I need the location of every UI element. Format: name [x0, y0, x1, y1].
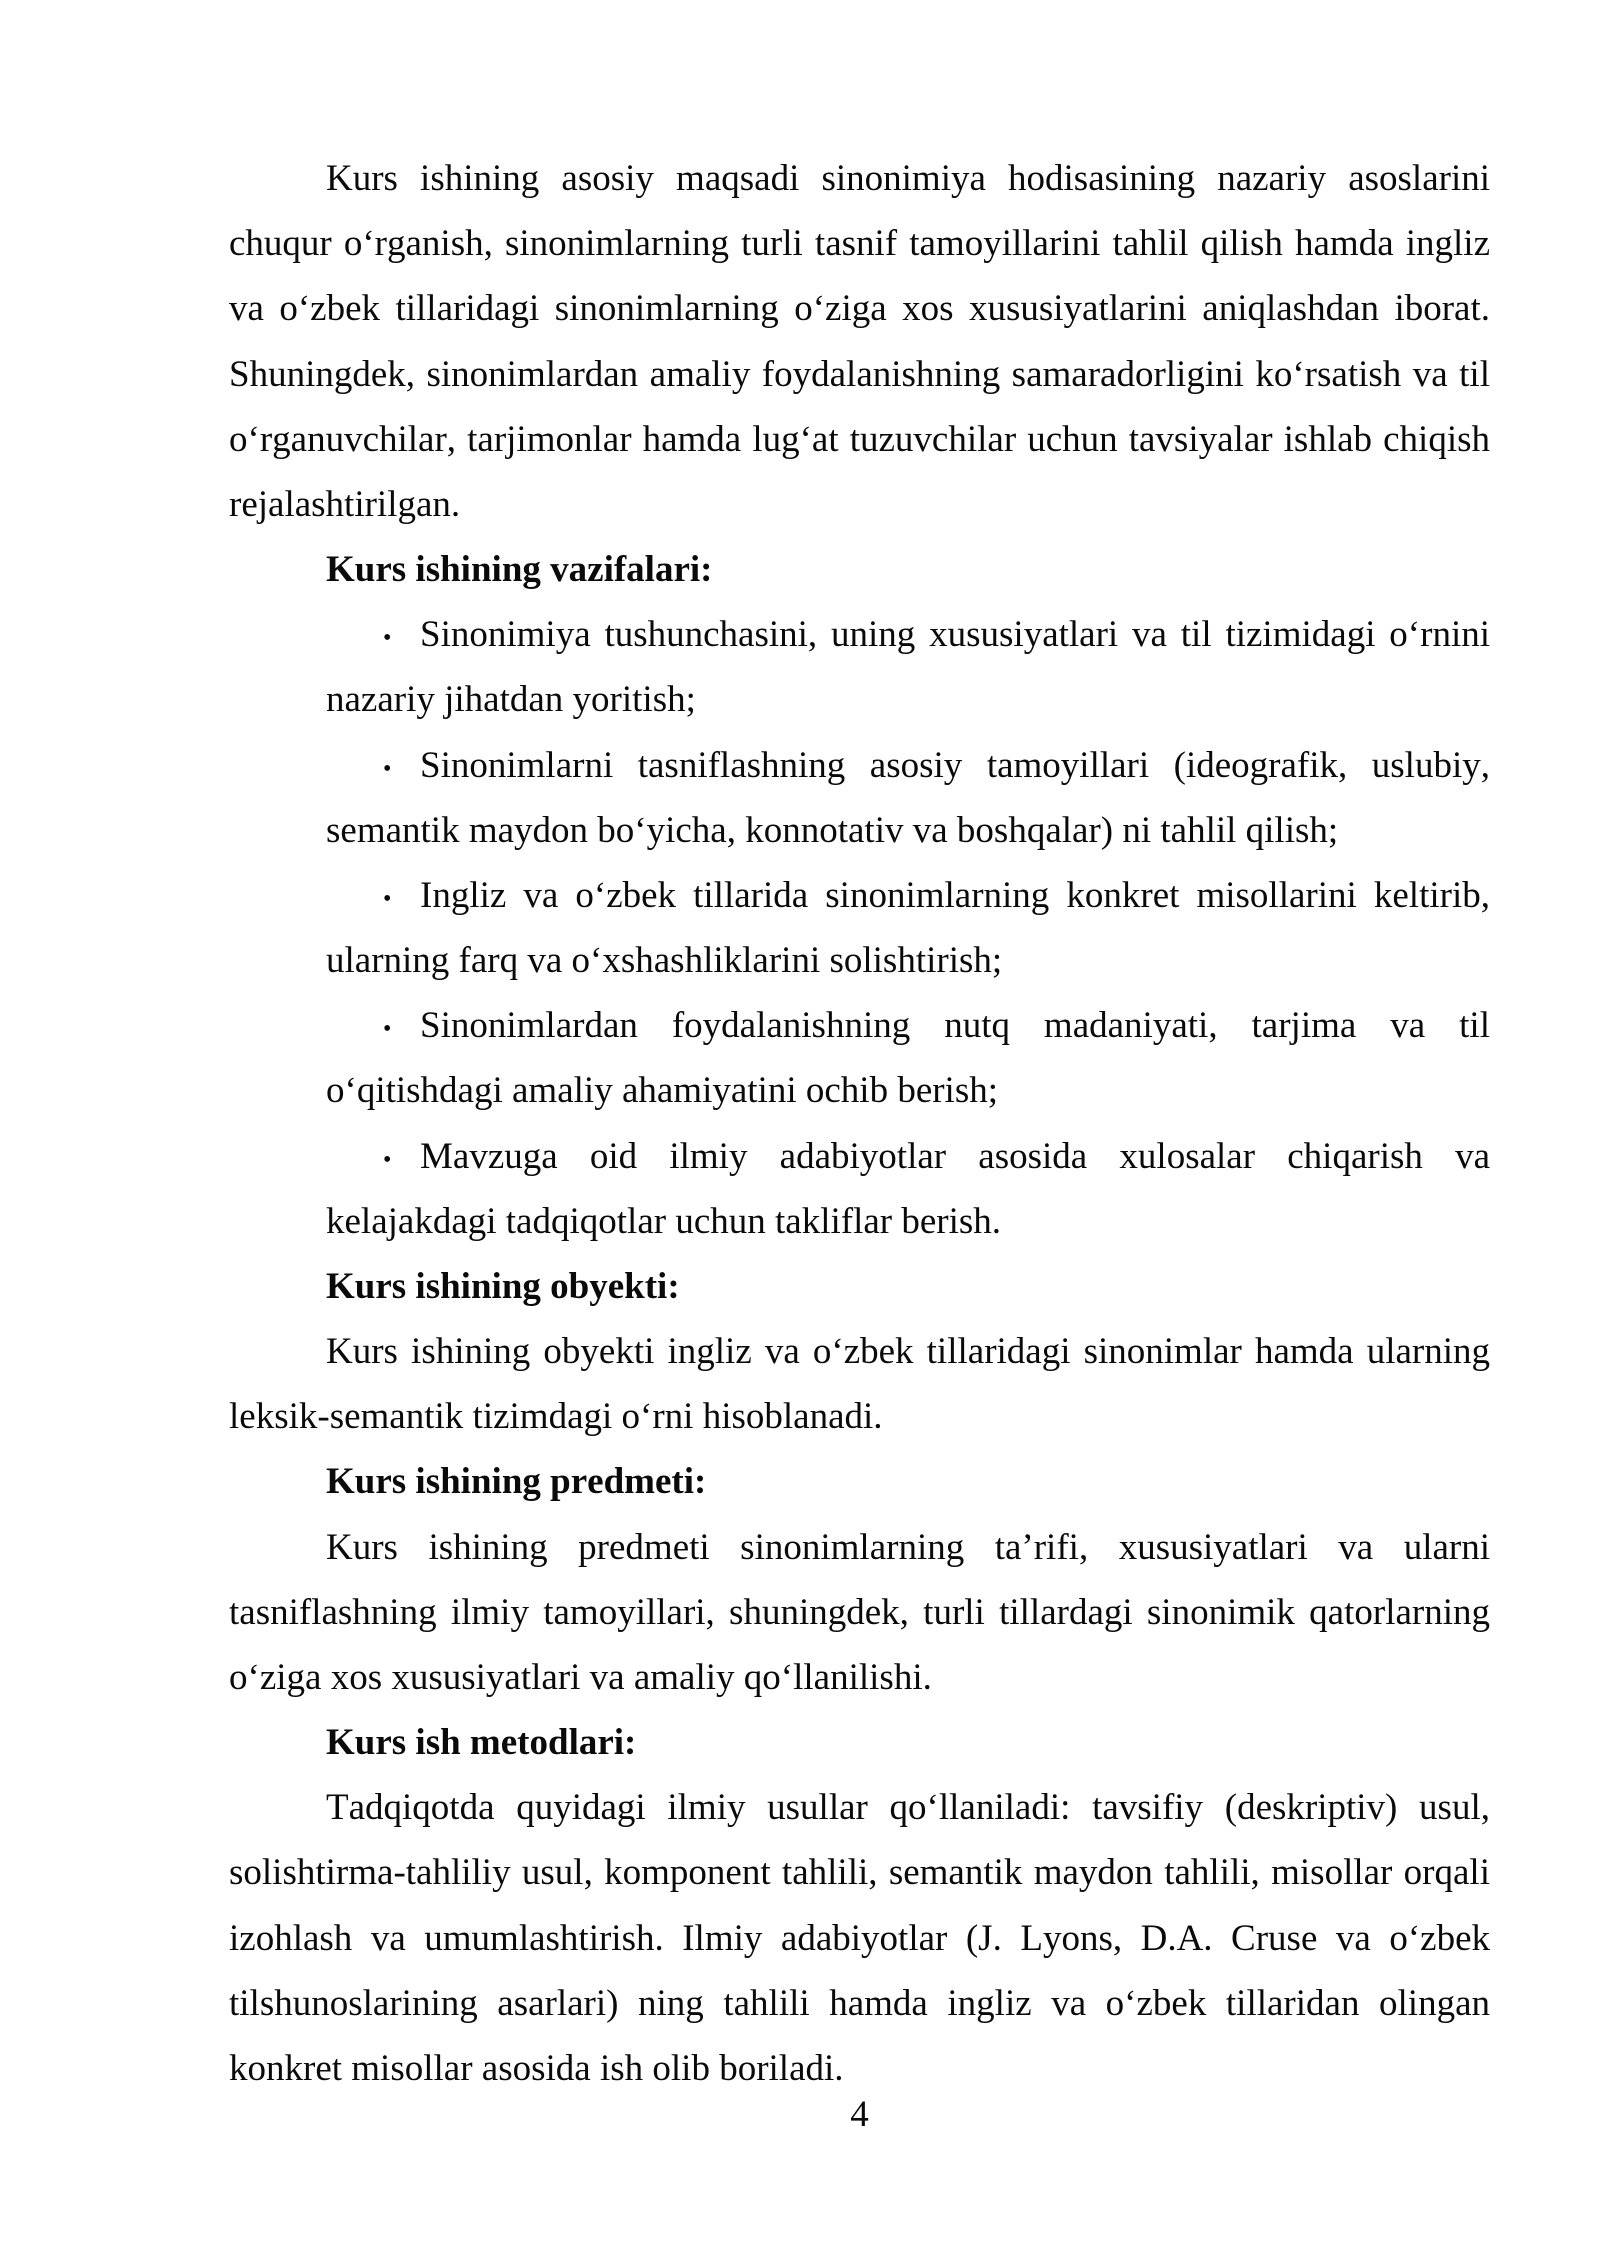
list-item-line — [229, 1124, 1490, 1189]
list-item — [229, 602, 1490, 732]
list-item-line: o‘qitishdagi amaliy ahamiyatini ochib berish; — [326, 1070, 999, 1112]
paragraph-line: Kurs ishining predmeti sinonimlarning ta’rifi, xususiyatlari va ularni — [326, 1526, 1490, 1568]
list-item-line — [229, 602, 1490, 667]
list-item-text: Mavzuga oid ilmiy adabiyotlar asosida xulosalar chiqarish va — [420, 1135, 1490, 1177]
tasks-list — [229, 602, 1490, 1254]
list-item — [229, 733, 1490, 863]
bullet-marker: • — [383, 1146, 392, 1173]
list-item-line: semantik maydon bo‘yicha, konnotativ va boshqalar) ni tahlil qilish; — [326, 809, 1339, 851]
page-body — [229, 146, 1490, 2101]
bullet-marker: • — [383, 755, 392, 782]
object-section — [229, 1254, 1490, 1450]
list-item — [229, 993, 1490, 1123]
section-heading-object: Kurs ishining obyekti: — [326, 1265, 680, 1307]
list-item-line: kelajakdagi tadqiqotlar uchun takliflar berish. — [326, 1200, 1002, 1242]
paragraph-line: izohlash va umumlashtirish. Ilmiy adabiyotlar (J. Lyons, D.A. Cruse va o‘zbek — [229, 1917, 1490, 1959]
methods-section — [229, 1710, 1490, 2101]
list-item-line — [229, 863, 1490, 928]
list-item-line — [229, 733, 1490, 798]
paragraph-line: tilshunoslarining asarlari) ning tahlili hamda ingliz va o‘zbek tillaridan olingan — [229, 1982, 1490, 2024]
paragraph-line: o‘rganuvchilar, tarjimonlar hamda lug‘at tuzuvchilar uchun tavsiyalar ishlab chiqish — [229, 418, 1490, 460]
intro-paragraph — [229, 146, 1490, 537]
paragraph-line: Shuningdek, sinonimlardan amaliy foydalanishning samaradorligini ko‘rsatish va til — [229, 353, 1490, 395]
tasks-section — [229, 537, 1490, 1254]
paragraph-line: konkret misollar asosida ish olib boriladi. — [229, 2047, 844, 2089]
list-item-line: nazariy jihatdan yoritish; — [326, 679, 696, 721]
list-item-line: ularning farq va o‘xshashliklarini solishtirish; — [326, 940, 1003, 982]
paragraph-line: tasniflashning ilmiy tamoyillari, shuningdek, turli tillardagi sinonimik qatorlarning — [229, 1591, 1490, 1633]
list-item-text: Sinonimiya tushunchasini, uning xususiyatlari va til tizimidagi o‘rnini — [420, 614, 1490, 656]
paragraph-line: rejalashtirilgan. — [229, 483, 461, 525]
paragraph-line: Kurs ishining asosiy maqsadi sinonimiya hodisasining nazariy asoslarini — [326, 158, 1490, 199]
bullet-marker: • — [383, 885, 392, 912]
paragraph-line: solishtirma-tahliliy usul, komponent tahlili, semantik maydon tahlili, misollar orqali — [229, 1852, 1490, 1894]
section-heading-tasks: Kurs ishining vazifalari: — [326, 549, 713, 591]
subject-section — [229, 1449, 1490, 1710]
list-item-text: Sinonimlardan foydalanishning nutq madaniyati, tarjima va til — [420, 1005, 1490, 1047]
list-item-text: Ingliz va o‘zbek tillarida sinonimlarning konkret misollarini keltirib, — [420, 874, 1490, 916]
paragraph-line: Tadqiqotda quyidagi ilmiy usullar qo‘llaniladi: tavsifiy (deskriptiv) usul, — [326, 1787, 1490, 1829]
page-number: 4 — [850, 2094, 869, 2135]
section-heading-methods: Kurs ish metodlari: — [326, 1722, 637, 1764]
paragraph-line: Kurs ishining obyekti ingliz va o‘zbek tillaridagi sinonimlar hamda ularning — [326, 1331, 1490, 1373]
bullet-marker: • — [383, 1016, 392, 1043]
list-item-text: Sinonimlarni tasniflashning asosiy tamoyillari (ideografik, uslubiy, — [420, 744, 1490, 786]
list-item — [229, 863, 1490, 993]
paragraph-line: va o‘zbek tillaridagi sinonimlarning o‘ziga xos xususiyatlarini aniqlashdan iborat. — [229, 288, 1490, 330]
paragraph-line: leksik-semantik tizimdagi o‘rni hisoblanadi. — [229, 1396, 883, 1438]
paragraph-line: chuqur o‘rganish, sinonimlarning turli tasnif tamoyillarini tahlil qilish hamda ingliz — [229, 223, 1490, 265]
bullet-marker: • — [383, 625, 392, 652]
list-item — [229, 1124, 1490, 1254]
section-heading-subject: Kurs ishining predmeti: — [326, 1461, 707, 1503]
paragraph-line: o‘ziga xos xususiyatlari va amaliy qo‘llanilishi. — [229, 1656, 932, 1698]
list-item-line — [229, 993, 1490, 1058]
